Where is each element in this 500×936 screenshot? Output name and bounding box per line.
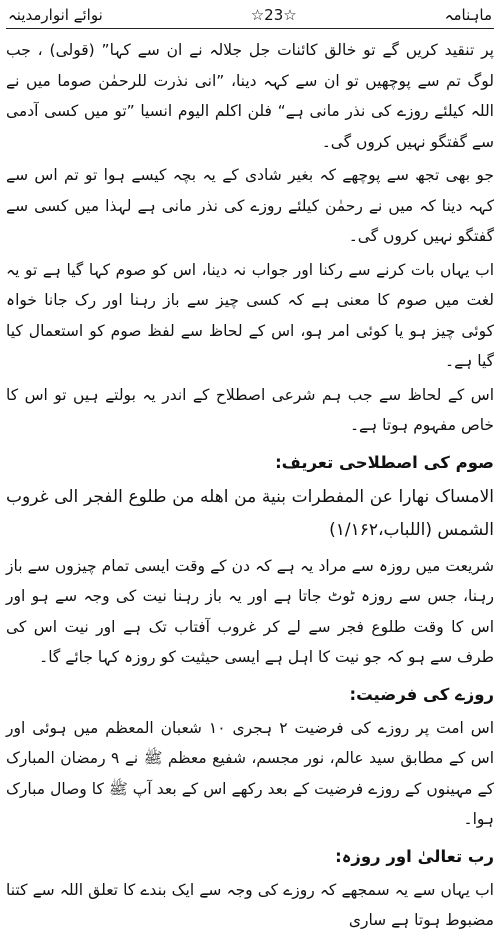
magazine-name: نوائے انوارمدینہ <box>8 6 103 24</box>
arabic-definition <box>6 481 494 547</box>
paragraph-4: اس کے لحاظ سے جب ہم شرعی اصطلاح کے اندر یہ بولتے ہیں تو اس کا خاص مفہوم ہوتا ہے۔ <box>6 385 494 434</box>
paragraph-2: جو بھی تجھ سے پوچھے کہ بغیر شادی کے یہ بچہ کیسے ہوا تو تم اس سے کہہ دینا کہ میں نے رحمٰن کیلئے روزے کی نذر مانی ہے لہذا میں کسی سے گفتگو نہیں کروں گی۔ <box>6 166 494 245</box>
page-header <box>6 4 494 26</box>
lord-fasting-text: اب یہاں سے یہ سمجھے کہ روزے کی وجہ سے ایک بندے کا تعلق اللہ سے کتنا مضبوط ہوتا ہے ساری <box>6 880 494 929</box>
definition-explanation: شریعت میں روزہ سے مراد یہ ہے کہ دن کے وقت ایسی تمام چیزوں سے باز رہنا، جس سے روزہ ٹوٹ جاتا ہے اور یہ باز رہنا نیت کی وجہ سے ہو اور اس کا وقت طلوع فجر سے لے کر غروب آفتاب تک ہے اور نیت اس کی طرف سے ہو کہ جو نیت کا اہل ہے ایسی حیثیت کو روزہ کہا جائے گا۔ <box>6 556 494 666</box>
section-heading-obligation: روزے کی فرضیت: <box>349 684 494 704</box>
obligation-text: اس امت پر روزے کی فرضیت ۲ ہجری ۱۰ شعبان المعظم میں ہوئی اور اس کے مطابق سید عالم، نور مجسم، شفیع معظم ﷺ نے ۹ رمضان المبارک کے مہینوں کے روزے فرضیت کے بعد رکھے اس کے بعد آپ ﷺ کا وصال مبارک ہوا۔ <box>6 718 494 828</box>
journal-title: ماہنامہ <box>444 6 492 24</box>
header-rule <box>6 28 494 29</box>
paragraph-1: پر تنقید کریں گے تو خالق کائنات جل جلالہ نے ان سے کہا” (قولی) ، جب لوگ تم سے پوچھیں تو ان سے کہہ دینا، ”انی نذرت للرحمٰن صوما میں نے اللہ کیلئے روزے کی نذر مانی ہے“ فلن اکلم الیوم انسیا ”تو میں کسی آدمی سے گفتگو نہیں کروں گی۔ <box>6 41 494 151</box>
section-heading-definition: صوم کی اصطلاحی تعریف: <box>275 452 494 472</box>
paragraph-3: اب یہاں بات کرنے سے رکنا اور جواب نہ دینا، اس کو صوم کہا گیا ہے تو یہ لغت میں صوم کا معنی ہے کہ کسی چیز سے باز رہنا اور رک جانا خواہ کوئی چیز ہو یا کوئی امر ہو، اس کے لحاظ سے لفظ صوم کو استعمال کیا گیا ہے۔ <box>6 260 494 370</box>
section-heading-lord-and-fasting: رب تعالیٰ اور روزہ: <box>335 846 494 866</box>
citation: (اللباب،۱/۱۶۲) <box>329 519 433 540</box>
page-number: ☆23☆ <box>250 6 297 24</box>
arabic-text: الامساک نهارا عن المفطرات بنية من اهله من طلوع الفجر الى غروب الشمس <box>6 486 494 540</box>
